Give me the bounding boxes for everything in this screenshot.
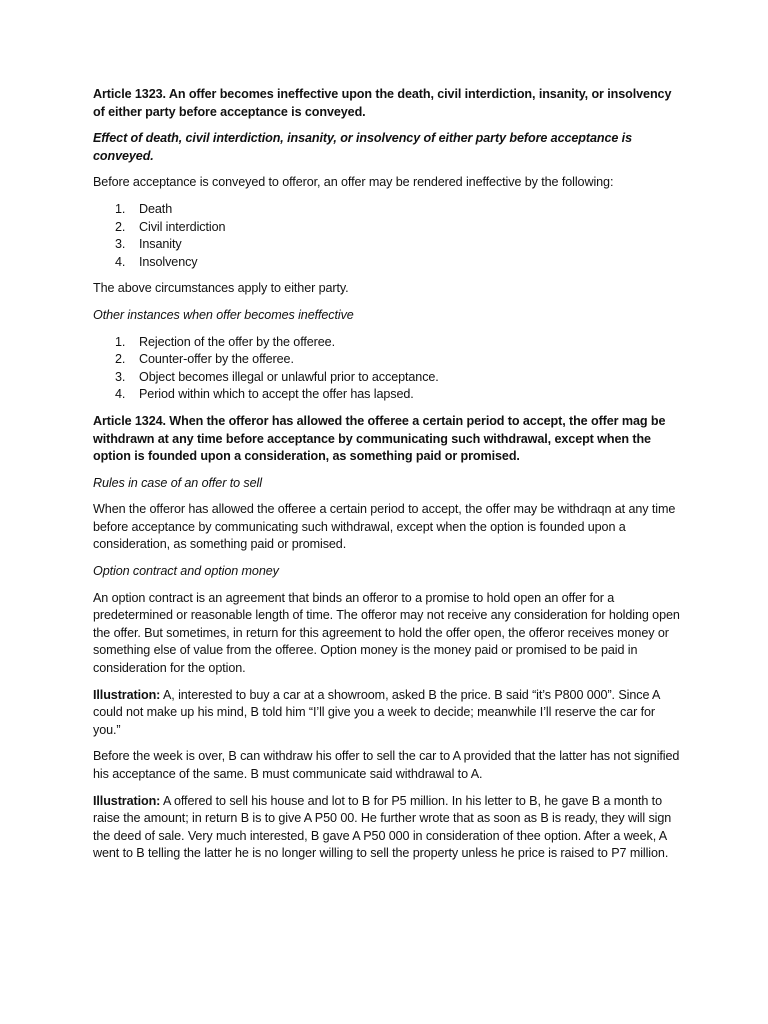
list-item: [93, 236, 683, 254]
list-item: [93, 334, 683, 352]
causes-list: [93, 201, 683, 271]
heading-other-instances: Other instances when offer becomes ineffective: [93, 307, 354, 322]
list-item: [93, 351, 683, 369]
list-number: 3.: [115, 369, 126, 384]
list-number: 1.: [115, 334, 126, 349]
list-item: [93, 386, 683, 404]
illustration-1-text: A, interested to buy a car at a showroom, asked B the price. B said “it’s P800 000”. Since A could not make up his mind, B told him “I’ll give you a week to decide; meanwhile I’ll reserve the car for you.”: [93, 687, 660, 737]
list-item: [93, 219, 683, 237]
list-number: 1.: [115, 201, 126, 216]
heading-option-contract: Option contract and option money: [93, 564, 279, 579]
list-number: 2.: [115, 219, 126, 234]
list-item: [93, 201, 683, 219]
list-number: 4.: [115, 387, 126, 402]
rules-paragraph: When the offeror has allowed the offeree a certain period to accept, the offer may be withdraqn at any time before acceptance by communicating such withdrawal, except when the option is founded upon a consideration, as something paid or promised.: [93, 502, 676, 552]
list-text: Insolvency: [139, 254, 198, 269]
other-instances-list: [93, 334, 683, 404]
illustration-2-paragraph: [93, 793, 683, 863]
article-1324-text: Article 1324. When the offeror has allowed the offeree a certain period to accept, the offer mag be withdrawn at any time before acceptance by communicating such withdrawal, except when the option is founded upon a consideration, as something paid or promised.: [93, 413, 666, 464]
illustration-2-text: A offered to sell his house and lot to B for P5 million. In his letter to B, he gave B a month to raise the amount; in return B is to give A P50 00. He further wrote that as soon as B is ready, they will sign the deed of sale. Very much interested, B gave A P50 000 in consideration of thee option. After a week, A went to B telling the latter he is no longer willing to sell the property unless he price is raised to P7 million.: [93, 793, 672, 861]
list-number: 3.: [115, 237, 126, 252]
list-item: [93, 369, 683, 387]
apply-paragraph: The above circumstances apply to either party.: [93, 281, 349, 296]
illustration-label: Illustration:: [93, 793, 161, 808]
document-page: [93, 86, 683, 872]
intro-paragraph: Before acceptance is conveyed to offeror, an offer may be rendered ineffective by the following:: [93, 175, 614, 190]
article-1323-text: Article 1323. An offer becomes ineffective upon the death, civil interdiction, insanity, or insolvency of either party before acceptance is conveyed.: [93, 87, 672, 119]
withdraw-paragraph: Before the week is over, B can withdraw his offer to sell the car to A provided that the latter has not signified his acceptance of the same. B must communicate said withdrawal to A.: [93, 749, 680, 781]
list-text: Period within which to accept the offer has lapsed.: [139, 387, 414, 402]
option-paragraph: An option contract is an agreement that binds an offeror to a promise to hold open an offer for a predetermined or reasonable length of time. The offeror may not receive any consideration for holding open the offer. But sometimes, in return for this agreement to hold the offer open, the offeror receives money or something else of value from the offeree. Option money is the money paid or promised to be paid in consideration for the option.: [93, 590, 680, 676]
list-number: 4.: [115, 254, 126, 269]
heading-effect: Effect of death, civil interdiction, insanity, or insolvency of either party before acceptance is conveyed.: [93, 131, 632, 163]
list-text: Object becomes illegal or unlawful prior to acceptance.: [139, 369, 439, 384]
list-number: 2.: [115, 352, 126, 367]
list-item: [93, 254, 683, 272]
list-text: Insanity: [139, 237, 182, 252]
heading-rules-offer-to-sell: Rules in case of an offer to sell: [93, 475, 262, 490]
list-text: Death: [139, 201, 173, 216]
list-text: Counter-offer by the offeree.: [139, 352, 294, 367]
list-text: Civil interdiction: [139, 219, 226, 234]
illustration-label: Illustration:: [93, 687, 161, 702]
list-text: Rejection of the offer by the offeree.: [139, 334, 335, 349]
illustration-1-paragraph: [93, 687, 683, 740]
